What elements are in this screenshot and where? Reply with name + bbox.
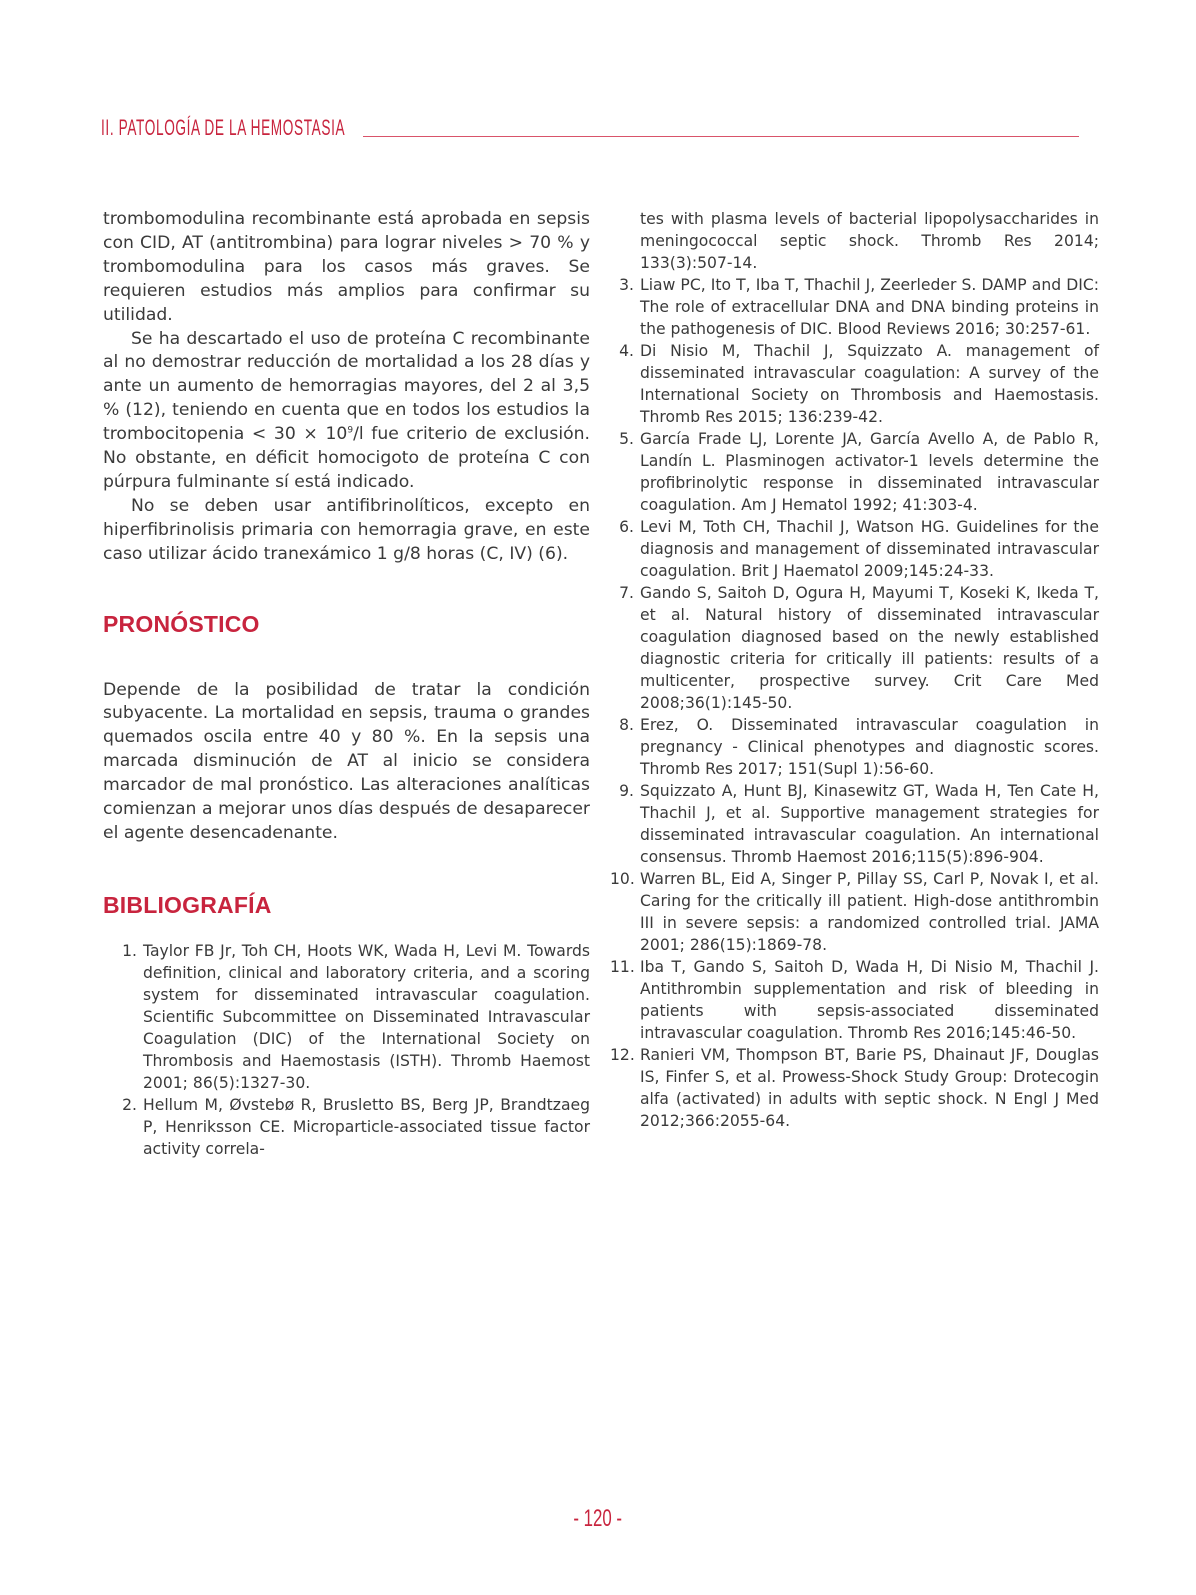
reference-number: 6. [619, 518, 634, 536]
reference-number: 11. [610, 958, 635, 976]
left-column [103, 208, 590, 1160]
superscript: 9 [347, 425, 354, 436]
paragraph-trombomodulina: trombomodulina recombinante está aprobada en sepsis con CID, AT (antitrombina) para lograr niveles > 70 % y trombomodulina para los casos más graves. Se requieren estudios más amplios para confirmar su utilidad. [103, 209, 590, 325]
reference-list-right [610, 208, 1099, 1132]
heading-pronostico: PRONÓSTICO [103, 610, 260, 637]
reference-number: 3. [619, 276, 634, 294]
header-rule [363, 136, 1079, 137]
page-number [0, 1505, 1196, 1533]
reference-text: Levi M, Toth CH, Thachil J, Watson HG. Guidelines for the diagnosis and management of disseminated intravascular coagulation. Brit J Haematol 2009;145:24-33. [640, 518, 1099, 580]
reference-text: Hellum M, Øvstebø R, Brusletto BS, Berg JP, Brandtzaeg P, Henriksson CE. Microparticle-associated tissue factor activity correla- [143, 1095, 590, 1158]
running-title: II. PATOLOGÍA DE LA HEMOSTASIA [101, 115, 346, 140]
paragraph-pronostico: Depende de la posibilidad de tratar la condición subyacente. La mortalidad en sepsis, trauma o grandes quemados oscila entre 40 y 80 %. En la sepsis una marcada disminución de AT al inicio se considera marcador de mal pronóstico. Las alteraciones analíticas comienzan a mejorar unos días después de desaparecer el agente desencadenante. [103, 679, 590, 843]
reference-text: Ranieri VM, Thompson BT, Barie PS, Dhainaut JF, Douglas IS, Finfer S, et al. Prowess-Shock Study Group: Drotecogin alfa (activated) in adults with septic shock. N Engl J Med 2012;366:2055-64. [640, 1046, 1099, 1130]
reference-item [113, 940, 590, 1094]
reference-number: 4. [619, 342, 634, 360]
reference-number: 8. [619, 716, 634, 734]
paragraph-proteina-c-tail: /l fue criterio de exclusión. No obstante, en déficit homocigoto de proteína C con púrpura fulminante sí está indicado. [103, 424, 590, 492]
reference-item [610, 340, 1099, 428]
reference-text: Warren BL, Eid A, Singer P, Pillay SS, Carl P, Novak I, et al. Caring for the critically ill patient. High-dose antithrombin III in severe sepsis: a randomized controlled trial. JAMA 2001; 286(15):1869-78. [640, 870, 1099, 954]
reference-item [610, 1044, 1099, 1132]
reference-text: Iba T, Gando S, Saitoh D, Wada H, Di Nisio M, Thachil J. Antithrombin supplementation and risk of bleeding in patients with sepsis-associated disseminated intravascular coagulation. Thromb Res 2016;145:46-50. [640, 958, 1099, 1042]
reference-number: 12. [610, 1046, 635, 1064]
reference-number: 7. [619, 584, 634, 602]
reference-item [610, 956, 1099, 1044]
reference-item [610, 868, 1099, 956]
reference-item [113, 1094, 590, 1160]
reference-number: 1. [122, 941, 137, 960]
reference-text: Liaw PC, Ito T, Iba T, Thachil J, Zeerleder S. DAMP and DIC: The role of extracellular DNA and DNA binding proteins in the pathogenesis of DIC. Blood Reviews 2016; 30:257-61. [640, 276, 1099, 338]
reference-item [610, 428, 1099, 516]
reference-item [610, 780, 1099, 868]
reference-number: 9. [619, 782, 634, 800]
reference-text: tes with plasma levels of bacterial lipopolysaccharides in meningococcal septic shock. Thromb Res 2014; 133(3):507-14. [640, 210, 1099, 272]
reference-item [610, 582, 1099, 714]
paragraph-proteina-c [103, 328, 590, 495]
reference-text: García Frade LJ, Lorente JA, García Avello A, de Pablo R, Landín L. Plasminogen activator-1 levels determine the profibrinolytic response in disseminated intravascular coagulation. Am J Hematol 1992; 41:303-4. [640, 430, 1099, 514]
reference-item [610, 274, 1099, 340]
reference-text: Erez, O. Disseminated intravascular coagulation in pregnancy - Clinical phenotypes and diagnostic scores. Thromb Res 2017; 151(Supl 1):56-60. [640, 716, 1099, 778]
paragraph-antifibrinoliticos: No se deben usar antifibrinolíticos, excepto en hiperfibrinolisis primaria con hemorragia grave, en este caso utilizar ácido tranexámico 1 g/8 horas (C, IV) (6). [103, 495, 590, 564]
reference-text: Gando S, Saitoh D, Ogura H, Mayumi T, Koseki K, Ikeda T, et al. Natural history of disseminated intravascular coagulation diagnosed based on the newly established diagnostic criteria for critically ill patients: results of a multicenter, prospective survey. Crit Care Med 2008;36(1):145-50. [640, 584, 1099, 712]
reference-text: Taylor FB Jr, Toh CH, Hoots WK, Wada H, Levi M. Towards definition, clinical and laboratory criteria, and a scoring system for disseminated intravascular coagulation. Scientific Subcommittee on Disseminated Intravascular Coagulation (DIC) of the International Society on Thrombosis and Haemostasis (ISTH). Thromb Haemost 2001; 86(5):1327-30. [143, 941, 590, 1092]
running-header [101, 110, 1079, 140]
reference-text: Squizzato A, Hunt BJ, Kinasewitz GT, Wada H, Ten Cate H, Thachil J, et al. Supportive management strategies for disseminated intravascular coagulation. An international consensus. Thromb Haemost 2016;115(5):896-904. [640, 782, 1099, 866]
right-column [610, 208, 1099, 1132]
reference-number: 5. [619, 430, 634, 448]
page-number-text: - 120 - [573, 1505, 623, 1532]
reference-list-left [103, 940, 590, 1160]
reference-text: Di Nisio M, Thachil J, Squizzato A. management of disseminated intravascular coagulation: A survey of the International Society on Thrombosis and Haemostasis. Thromb Res 2015; 136:239-42. [640, 342, 1099, 426]
paragraph-proteina-c-head: Se ha descartado el uso de proteína C recombinante al no demostrar reducción de mortalidad a los 28 días y ante un aumento de hemorragias mayores, del 2 al 3,5 % (12), teniendo en cuenta que en todos los estudios la trombocitopenia < 30 × 10 [103, 328, 590, 445]
reference-item-continued [610, 208, 1099, 274]
reference-item [610, 516, 1099, 582]
heading-bibliografia: BIBLIOGRAFÍA [103, 891, 272, 918]
reference-item [610, 714, 1099, 780]
reference-number: 2. [122, 1095, 137, 1114]
reference-number: 10. [610, 870, 635, 888]
